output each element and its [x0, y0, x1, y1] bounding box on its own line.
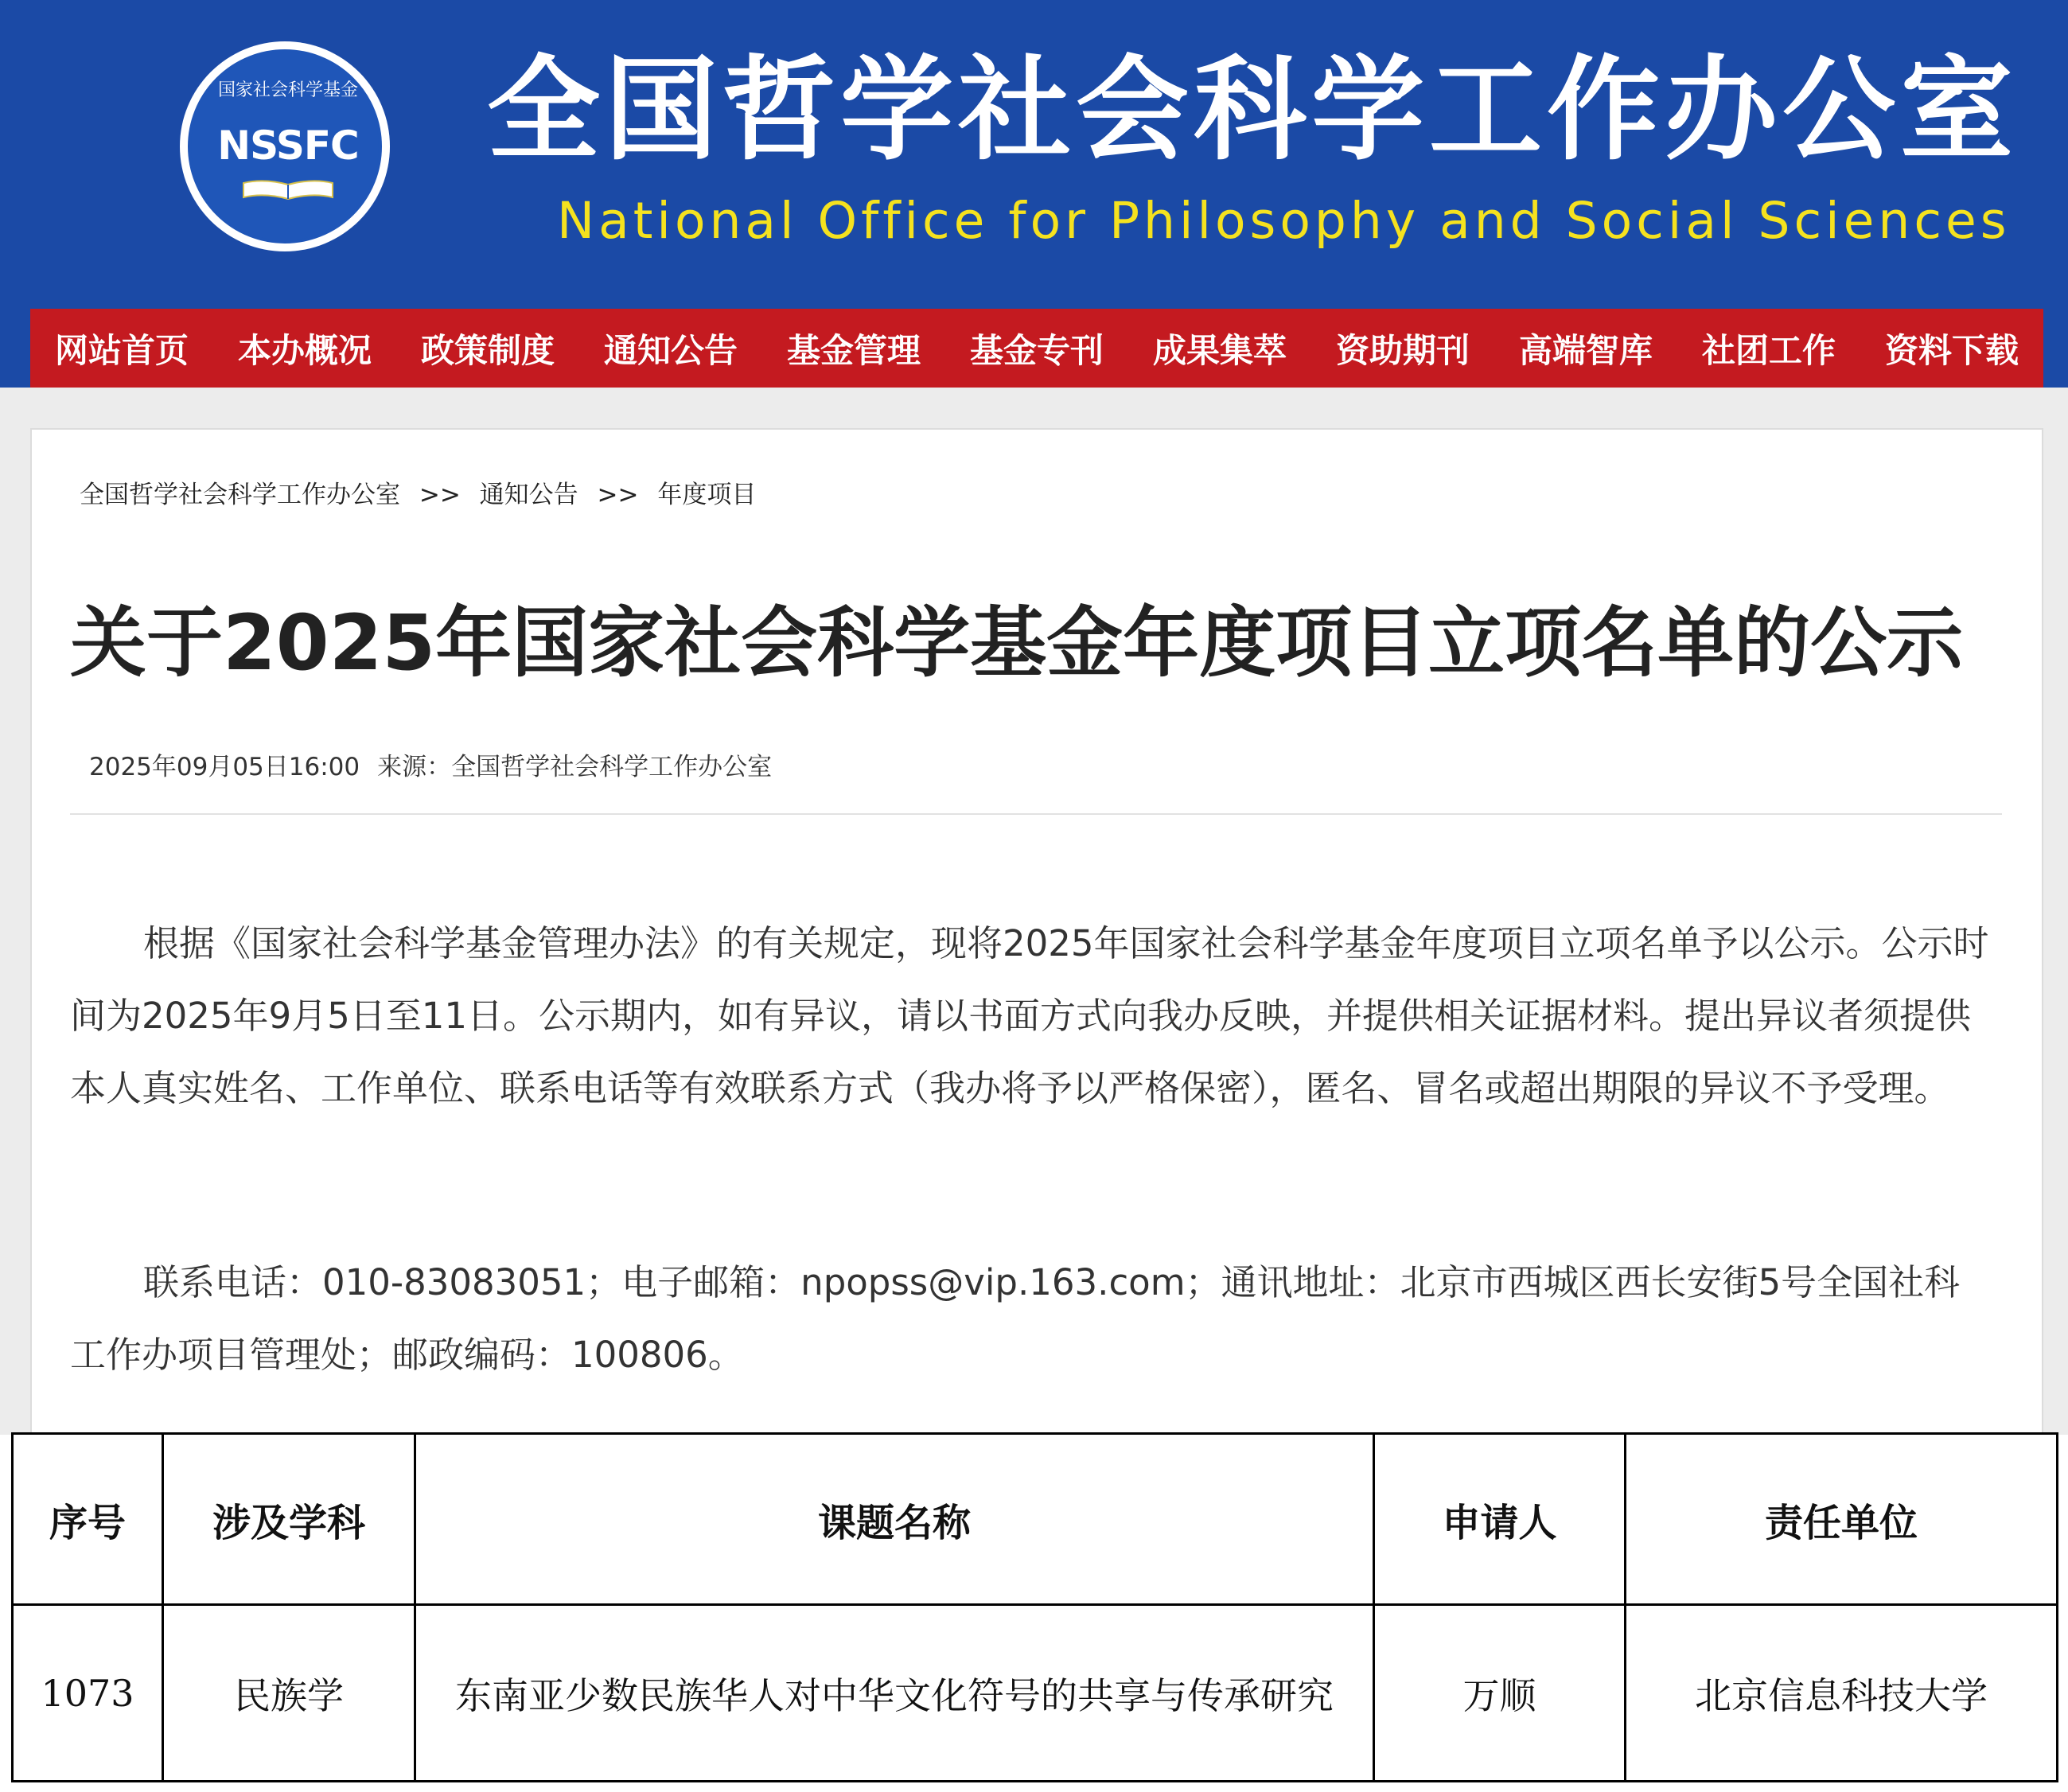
nav-item-fund-management[interactable]: 基金管理 [786, 330, 921, 370]
header-serial-number: 序号 [13, 1434, 163, 1605]
breadcrumb-separator: >> [419, 481, 461, 509]
breadcrumb-item-notices[interactable]: 通知公告 [479, 481, 578, 509]
site-logo[interactable] [180, 41, 390, 251]
divider [70, 813, 2002, 815]
site-title: 全国哲学社会科学工作办公室 [487, 45, 2018, 176]
cell-discipline: 民族学 [163, 1605, 415, 1782]
site-header [0, 0, 2068, 388]
breadcrumb-item-home[interactable]: 全国哲学社会科学工作办公室 [80, 481, 400, 509]
nav-item-home[interactable]: 网站首页 [54, 330, 189, 370]
book-icon [240, 178, 336, 201]
article-paragraph-contact: 联系电话：010-83083051；电子邮箱：npopss@vip.163.com；通讯地址：北京市西城区西长安街5号全国社科工作办项目管理处；邮政编码：100806。 [70, 1261, 1961, 1376]
cell-serial-number: 1073 [13, 1605, 163, 1782]
table-row [13, 1605, 2058, 1782]
article-meta [89, 746, 789, 782]
breadcrumb [80, 474, 767, 510]
nav-item-funded-periodicals[interactable]: 资助期刊 [1335, 330, 1470, 370]
table-header-row [13, 1434, 2058, 1605]
publish-date: 2025年09月05日16:00 [89, 753, 360, 781]
main-nav [30, 309, 2043, 388]
logo-emblem [188, 49, 382, 243]
header-institution: 责任单位 [1626, 1434, 2058, 1605]
breadcrumb-separator: >> [597, 481, 639, 509]
site-subtitle: National Office for Philosophy and Social Sciences [557, 192, 2011, 250]
nav-item-downloads[interactable]: 资料下载 [1884, 330, 2019, 370]
cell-institution: 北京信息科技大学 [1626, 1605, 2058, 1782]
header-applicant: 申请人 [1374, 1434, 1626, 1605]
logo-abbr: NSSFC [217, 123, 359, 169]
breadcrumb-item-annual-projects[interactable]: 年度项目 [657, 481, 757, 509]
nav-item-notices[interactable]: 通知公告 [603, 330, 738, 370]
logo-ring-text: 国家社会科学基金 [217, 80, 358, 100]
nav-item-think-tanks[interactable]: 高端智库 [1518, 330, 1653, 370]
cell-applicant: 万顺 [1374, 1605, 1626, 1782]
nav-item-achievements[interactable]: 成果集萃 [1152, 330, 1287, 370]
source-name: 全国哲学社会科学工作办公室 [451, 753, 773, 781]
header-discipline: 涉及学科 [163, 1434, 415, 1605]
cell-project-title: 东南亚少数民族华人对中华文化符号的共享与传承研究 [415, 1605, 1374, 1782]
nav-item-societies[interactable]: 社团工作 [1701, 330, 1836, 370]
project-table [11, 1432, 2058, 1782]
header-project-title: 课题名称 [415, 1434, 1374, 1605]
article-paragraph-notice: 根据《国家社会科学基金管理办法》的有关规定，现将2025年国家社会科学基金年度项目立项名单予以公示。公示时间为2025年9月5日至11日。公示期内，如有异议，请以书面方式向我办反映，并提供相关证据材料。提出异议者须提供本人真实姓名、工作单位、联系电话等有效联系方式（我办将予以严格保密），匿名、冒名或超出期限的异议不予受理。 [70, 922, 1989, 1109]
source-label: 来源： [377, 753, 452, 781]
page-title: 关于2025年国家社会科学基金年度项目立项名单的公示 [70, 598, 1964, 688]
nav-item-fund-journal[interactable]: 基金专刊 [969, 330, 1104, 370]
nav-item-about[interactable]: 本办概况 [237, 330, 372, 370]
nav-item-policy[interactable]: 政策制度 [420, 330, 555, 370]
